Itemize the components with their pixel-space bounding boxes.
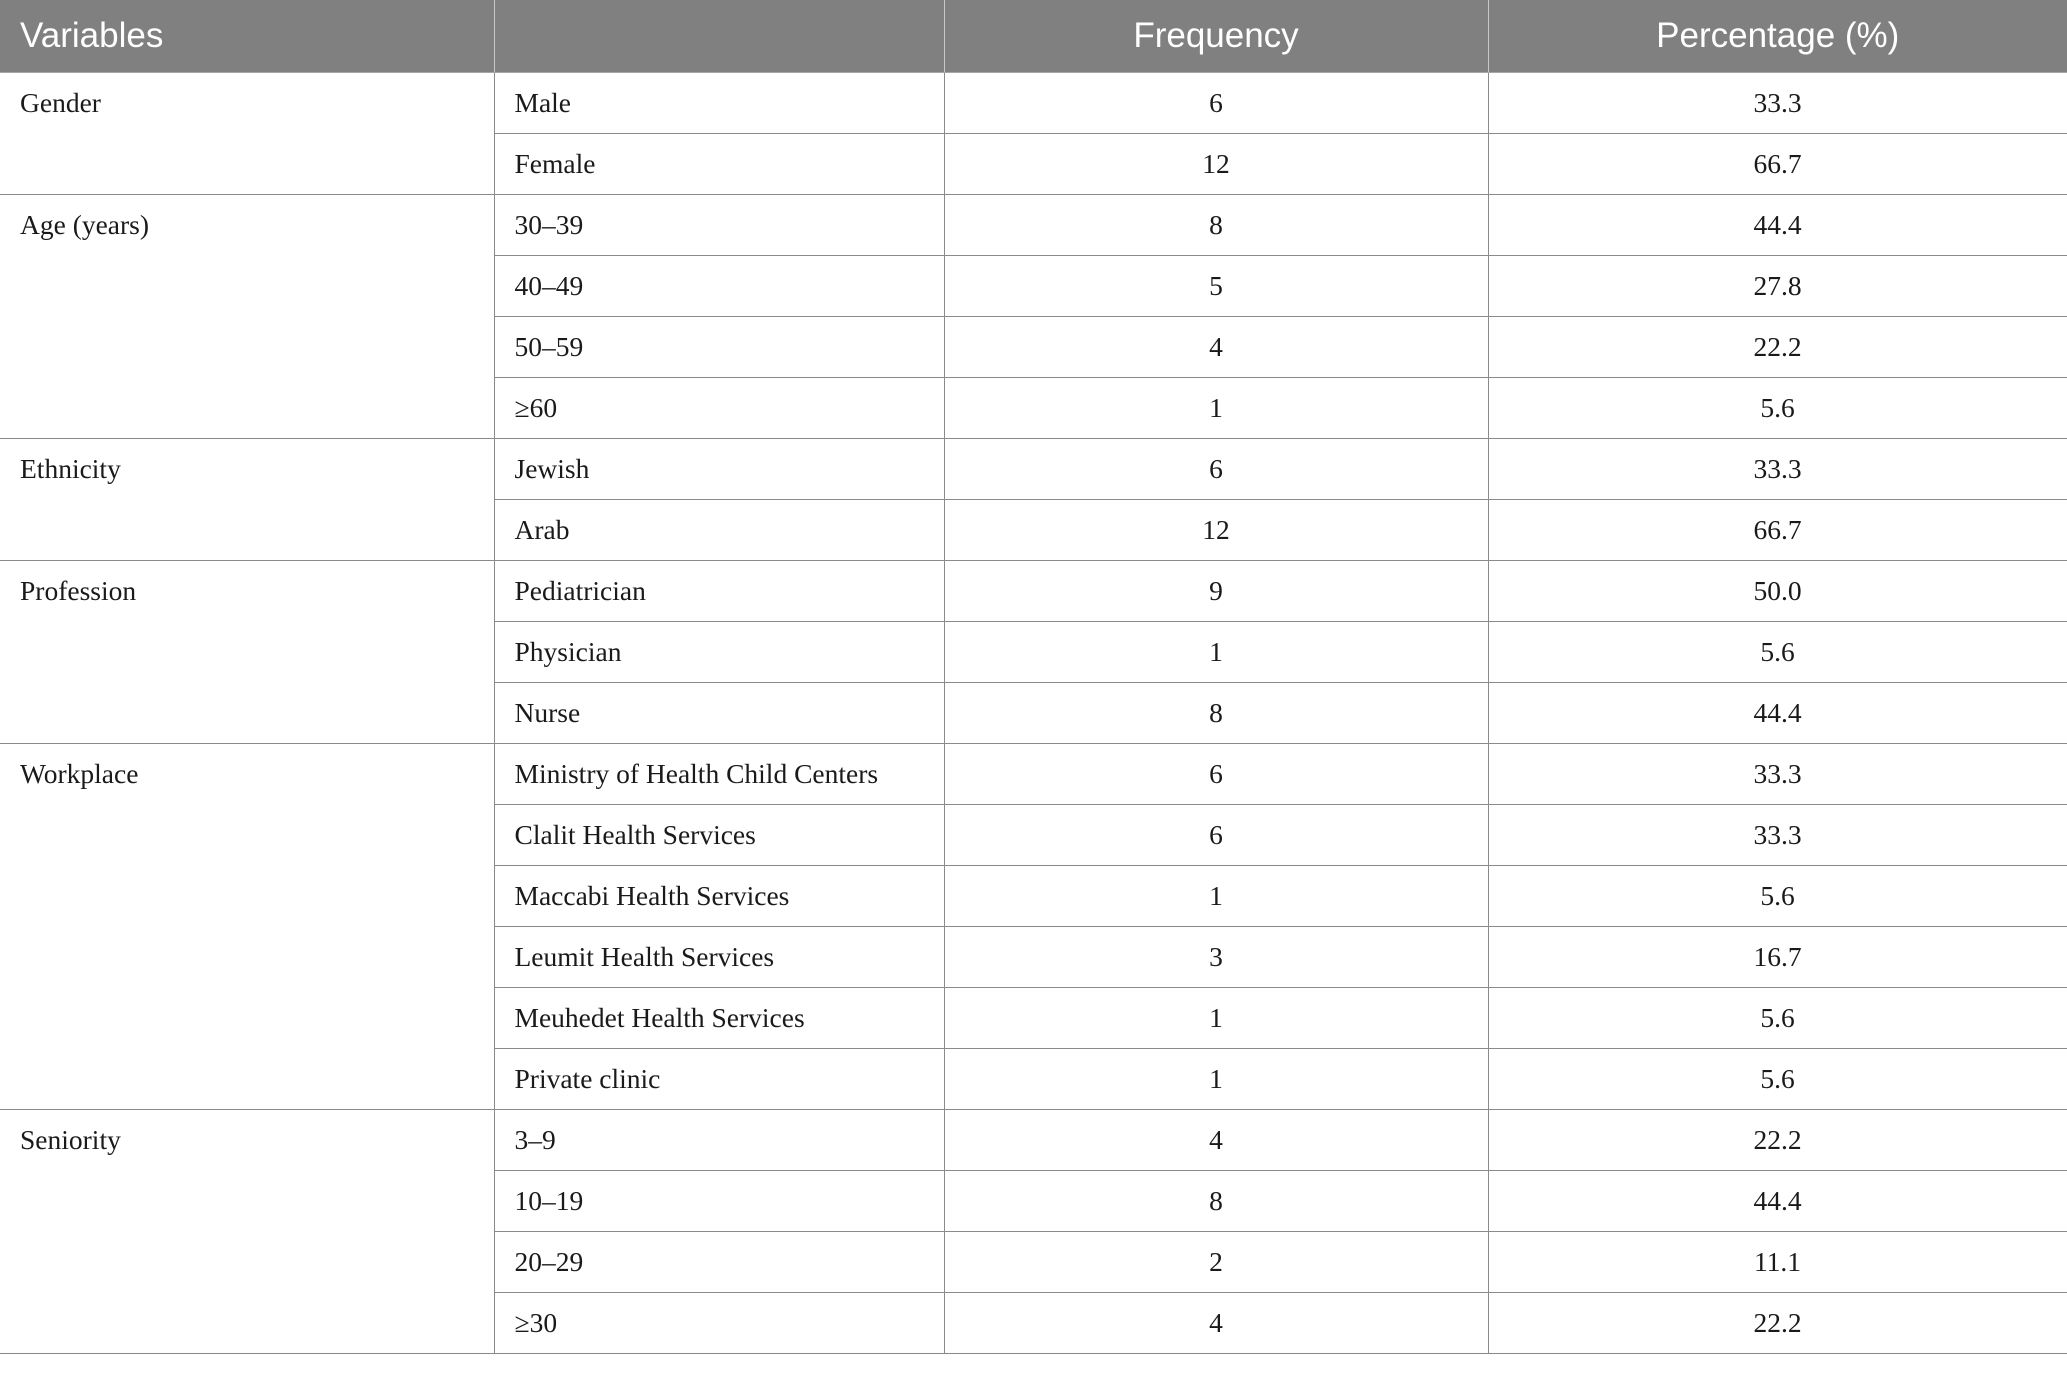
header-variables: Variables [0,0,494,73]
frequency-cell: 8 [944,195,1488,256]
percentage-cell: 33.3 [1488,439,2067,500]
frequency-cell: 4 [944,1293,1488,1354]
category-cell: Physician [494,622,944,683]
table-row [0,439,2067,500]
table-header [0,0,2067,73]
category-cell: Leumit Health Services [494,927,944,988]
frequency-cell: 9 [944,561,1488,622]
variable-group-label: Gender [0,73,494,195]
frequency-cell: 3 [944,927,1488,988]
percentage-cell: 33.3 [1488,805,2067,866]
category-cell: 50–59 [494,317,944,378]
percentage-cell: 22.2 [1488,1293,2067,1354]
category-cell: Private clinic [494,1049,944,1110]
frequency-cell: 12 [944,500,1488,561]
percentage-cell: 5.6 [1488,378,2067,439]
header-frequency: Frequency [944,0,1488,73]
table-row [0,195,2067,256]
frequency-cell: 1 [944,988,1488,1049]
frequency-cell: 1 [944,1049,1488,1110]
percentage-cell: 66.7 [1488,134,2067,195]
percentage-cell: 22.2 [1488,1110,2067,1171]
frequency-cell: 6 [944,439,1488,500]
category-cell: 30–39 [494,195,944,256]
percentage-cell: 27.8 [1488,256,2067,317]
table-row [0,73,2067,134]
table-row [0,561,2067,622]
percentage-cell: 44.4 [1488,1171,2067,1232]
category-cell: Arab [494,500,944,561]
percentage-cell: 44.4 [1488,683,2067,744]
percentage-cell: 50.0 [1488,561,2067,622]
category-cell: 3–9 [494,1110,944,1171]
frequency-cell: 8 [944,683,1488,744]
frequency-cell: 4 [944,1110,1488,1171]
category-cell: Male [494,73,944,134]
frequency-cell: 1 [944,866,1488,927]
category-cell: ≥60 [494,378,944,439]
variable-group-label: Profession [0,561,494,744]
header-percentage: Percentage (%) [1488,0,2067,73]
percentage-cell: 66.7 [1488,500,2067,561]
category-cell: 40–49 [494,256,944,317]
table-body [0,73,2067,1354]
category-cell: 20–29 [494,1232,944,1293]
table-row [0,744,2067,805]
variable-group-label: Age (years) [0,195,494,439]
frequency-cell: 8 [944,1171,1488,1232]
percentage-cell: 44.4 [1488,195,2067,256]
header-row [0,0,2067,73]
frequency-cell: 4 [944,317,1488,378]
percentage-cell: 11.1 [1488,1232,2067,1293]
category-cell: Jewish [494,439,944,500]
frequency-cell: 6 [944,73,1488,134]
frequency-cell: 1 [944,378,1488,439]
variable-group-label: Seniority [0,1110,494,1354]
frequency-cell: 6 [944,805,1488,866]
category-cell: Nurse [494,683,944,744]
frequency-cell: 12 [944,134,1488,195]
percentage-cell: 33.3 [1488,73,2067,134]
percentage-cell: 33.3 [1488,744,2067,805]
percentage-cell: 5.6 [1488,622,2067,683]
frequency-cell: 1 [944,622,1488,683]
category-cell: Clalit Health Services [494,805,944,866]
header-category [494,0,944,73]
category-cell: Female [494,134,944,195]
category-cell: Meuhedet Health Services [494,988,944,1049]
percentage-cell: 16.7 [1488,927,2067,988]
percentage-cell: 22.2 [1488,317,2067,378]
percentage-cell: 5.6 [1488,1049,2067,1110]
category-cell: Maccabi Health Services [494,866,944,927]
category-cell: Pediatrician [494,561,944,622]
table-row [0,1110,2067,1171]
variable-group-label: Workplace [0,744,494,1110]
percentage-cell: 5.6 [1488,988,2067,1049]
percentage-cell: 5.6 [1488,866,2067,927]
frequency-cell: 6 [944,744,1488,805]
category-cell: ≥30 [494,1293,944,1354]
category-cell: Ministry of Health Child Centers [494,744,944,805]
variable-group-label: Ethnicity [0,439,494,561]
frequency-cell: 5 [944,256,1488,317]
frequency-cell: 2 [944,1232,1488,1293]
category-cell: 10–19 [494,1171,944,1232]
